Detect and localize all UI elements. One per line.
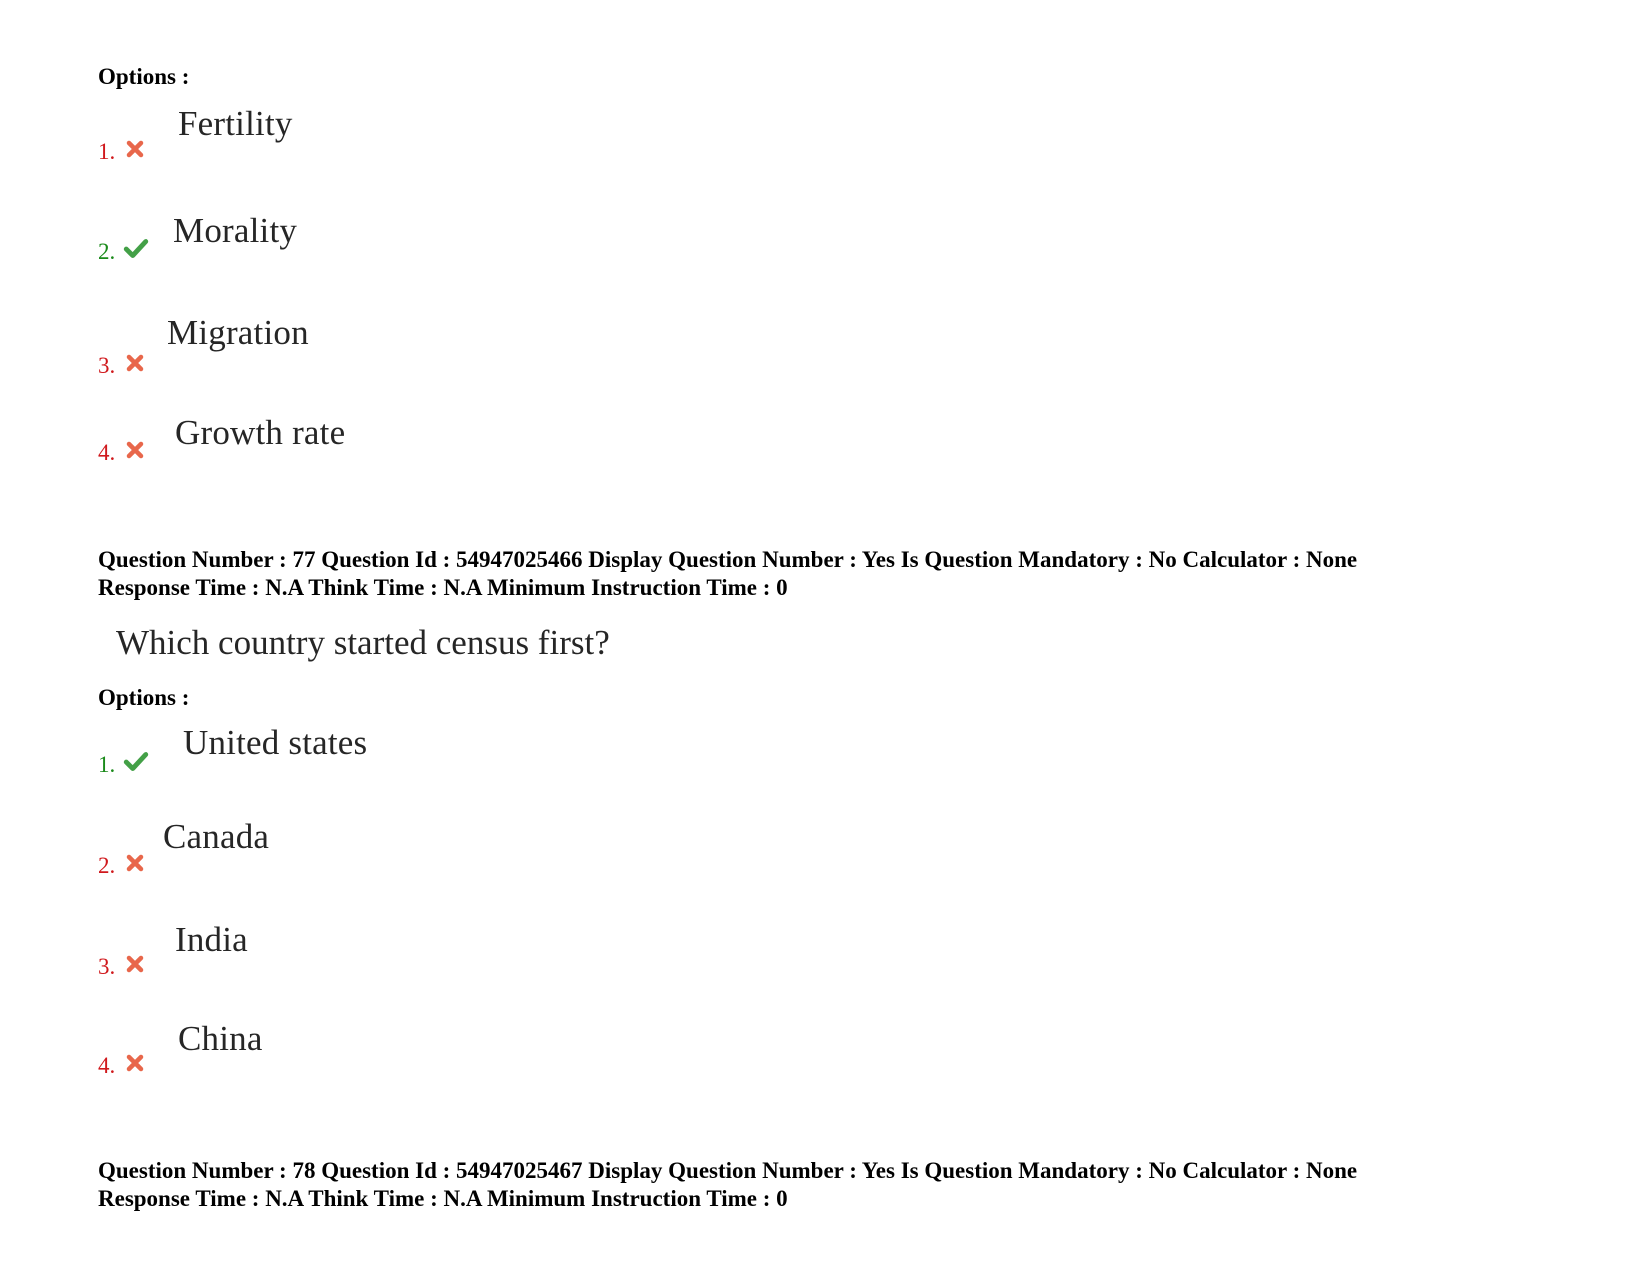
question-meta-line2: Response Time : N.A Think Time : N.A Minimum Instruction Time : 0 (98, 575, 788, 600)
option-text: Morality (173, 211, 298, 250)
option-text: Fertility (178, 104, 293, 143)
question-meta-line1: Question Number : 77 Question Id : 54947025466 Display Question Number : Yes Is Question Mandatory : No Calculator : None (98, 547, 1358, 572)
option-text: Canada (163, 817, 270, 856)
option-text: United states (183, 723, 368, 762)
option-text: India (175, 920, 248, 959)
question-text: Which country started census first? (116, 623, 610, 662)
cross-icon (125, 853, 145, 873)
question-meta-line2: Response Time : N.A Think Time : N.A Minimum Instruction Time : 0 (98, 1186, 788, 1211)
question-meta-line1: Question Number : 78 Question Id : 54947025467 Display Question Number : Yes Is Question Mandatory : No Calculator : None (98, 1158, 1358, 1183)
option-number: 4. (98, 1053, 116, 1078)
option-number: 3. (98, 954, 116, 979)
option-number: 1. (98, 139, 116, 164)
option-number: 4. (98, 440, 116, 465)
options-label: Options : (98, 685, 190, 710)
option-text: Growth rate (175, 413, 346, 452)
option-number: 2. (98, 239, 116, 264)
option-number: 3. (98, 353, 116, 378)
cross-icon (125, 440, 145, 460)
check-icon (123, 750, 149, 772)
cross-icon (125, 139, 145, 159)
option-number: 1. (98, 752, 116, 777)
check-icon (123, 237, 149, 259)
option-text: China (178, 1019, 263, 1058)
options-label: Options : (98, 64, 190, 89)
option-number: 2. (98, 853, 116, 878)
option-text: Migration (167, 313, 309, 352)
cross-icon (125, 954, 145, 974)
cross-icon (125, 1053, 145, 1073)
cross-icon (125, 353, 145, 373)
